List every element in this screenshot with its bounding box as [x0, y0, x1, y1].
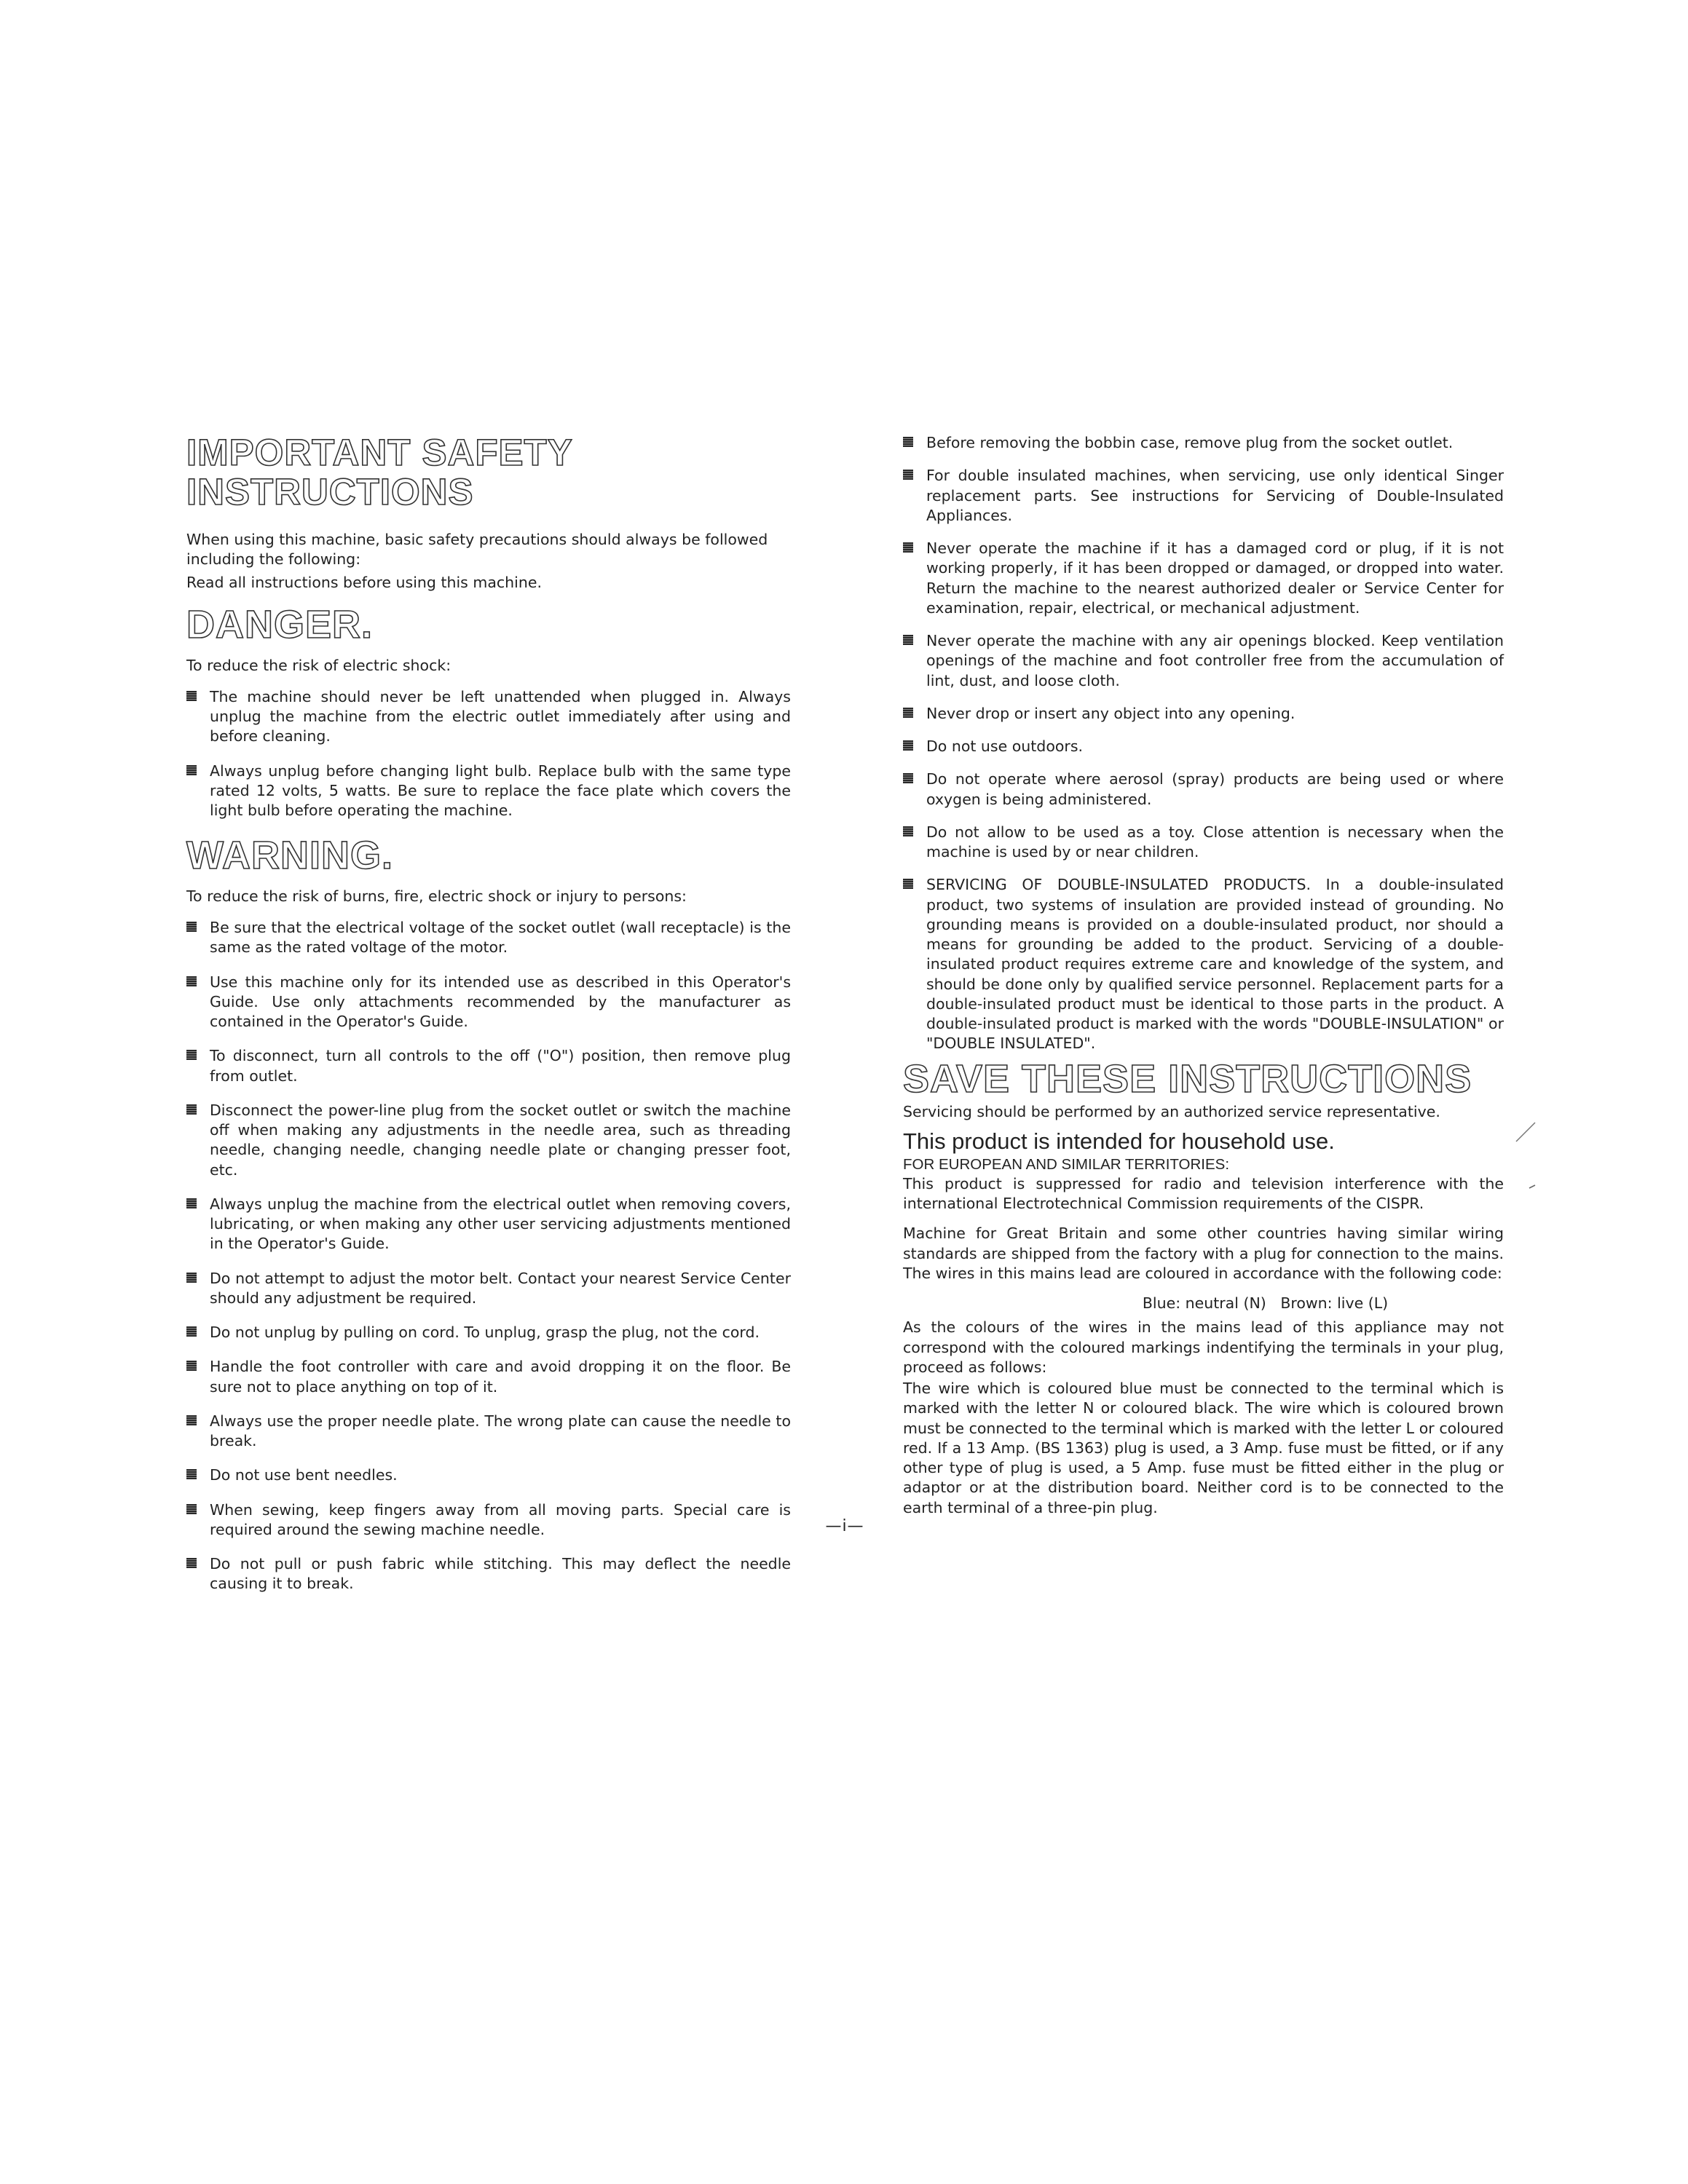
square-bullet-icon: [903, 740, 913, 751]
list-item: SERVICING OF DOUBLE-INSULATED PRODUCTS. In a double-insulated product, two systems of insulation are provided instead of grounding. No grounding means is provided on a double-insulated product, nor should a means for grounding be added to the product. Servicing of a double-insulated product requires extreme care and knowledge of the system, and should be done only by qualified service personnel. Replacement parts for a double-insulated product must be identical to those parts in the product. A double-insulated product is marked with the words "DOUBLE-INSULATION" or "DOUBLE INSULATED".: [903, 875, 1504, 1053]
warning-lead: To reduce the risk of burns, fire, electric shock or injury to persons:: [186, 887, 687, 905]
intro-text: When using this machine, basic safety precautions should always be followed including the following:: [186, 531, 768, 569]
list-item: Before removing the bobbin case, remove plug from the socket outlet.: [903, 433, 1504, 453]
square-bullet-icon: [903, 708, 913, 718]
list-item: Always unplug before changing light bulb. Replace bulb with the same type rated 12 volts, 5 watts. Be sure to replace the face plate which covers the light bulb before operating the machine.: [186, 761, 791, 821]
page-number: —i—: [825, 1517, 864, 1535]
square-bullet-icon: [186, 1198, 197, 1208]
square-bullet-icon: [186, 691, 197, 701]
list-item: Do not allow to be used as a toy. Close attention is necessary when the machine is used by or near children.: [903, 823, 1504, 863]
square-bullet-icon: [903, 542, 913, 553]
list-item: Never operate the machine if it has a damaged cord or plug, if it is not working properly, if it has been dropped or damaged, or dropped into water. Return the machine to the nearest authorized dealer or Service Center for examination, repair, electrical, or mechanical adjustment.: [903, 539, 1504, 618]
list-item: The machine should never be left unattended when plugged in. Always unplug the machine from the electric outlet immediately after using and before cleaning.: [186, 687, 791, 747]
square-bullet-icon: [186, 1469, 197, 1479]
list-item: Do not unplug by pulling on cord. To unplug, grasp the plug, not the cord.: [186, 1323, 791, 1342]
square-bullet-icon: [186, 1273, 197, 1283]
warning-list: [186, 918, 791, 1594]
household-use-text: This product is intended for household use.: [903, 1128, 1335, 1155]
servicing-text: Servicing should be performed by an authorized service representative.: [903, 1103, 1440, 1121]
list-item: Handle the foot controller with care and avoid dropping it on the floor. Be sure not to place anything on top of it.: [186, 1357, 791, 1397]
square-bullet-icon: [186, 922, 197, 932]
colour-code-text: Blue: neutral (N) Brown: live (L): [1142, 1294, 1389, 1313]
square-bullet-icon: [903, 437, 913, 447]
square-bullet-icon: [903, 470, 913, 480]
square-bullet-icon: [186, 765, 197, 775]
square-bullet-icon: [186, 1050, 197, 1060]
square-bullet-icon: [186, 1415, 197, 1425]
danger-heading: DANGER.: [186, 602, 374, 646]
list-item: To disconnect, turn all controls to the off ("O") position, then remove plug from outlet.: [186, 1046, 791, 1086]
list-item: For double insulated machines, when servicing, use only identical Singer replacement parts. See instructions for Servicing of Double-Insulated Appliances.: [903, 466, 1504, 526]
list-item: Do not use outdoors.: [903, 737, 1504, 756]
list-item: Use this machine only for its intended use as described in this Operator's Guide. Use only attachments recommended by the manufacturer as contained in the Operator's Guide.: [186, 973, 791, 1032]
square-bullet-icon: [186, 1504, 197, 1514]
list-item: Do not use bent needles.: [186, 1465, 791, 1485]
square-bullet-icon: [186, 1558, 197, 1568]
list-item: Do not attempt to adjust the motor belt. Contact your nearest Service Center should any adjustment be required.: [186, 1269, 791, 1309]
save-instructions-heading: SAVE THESE INSTRUCTIONS: [903, 1056, 1472, 1101]
suppression-text: This product is suppressed for radio and television interference with the international Electrotechnical Commission requirements of the CISPR.: [903, 1174, 1504, 1213]
page-title: IMPORTANT SAFETY INSTRUCTIONS: [186, 432, 572, 513]
territories-heading: FOR EUROPEAN AND SIMILAR TERRITORIES:: [903, 1155, 1230, 1173]
list-item: When sewing, keep fingers away from all moving parts. Special care is required around the sewing machine needle.: [186, 1500, 791, 1540]
list-item: Disconnect the power-line plug from the socket outlet or switch the machine off when making any adjustments in the needle area, such as threading needle, changing needle, changing needle plate or changing presser foot, etc.: [186, 1101, 791, 1180]
square-bullet-icon: [903, 879, 913, 889]
colours-note-text: As the colours of the wires in the mains lead of this appliance may not correspond with the coloured markings indentifying the terminals in your plug, proceed as follows:: [903, 1318, 1504, 1376]
square-bullet-icon: [186, 1361, 197, 1371]
pen-mark-icon: [1513, 1120, 1538, 1144]
list-item: Be sure that the electrical voltage of the socket outlet (wall receptacle) is the same as the rated voltage of the motor.: [186, 918, 791, 958]
list-item: Do not operate where aerosol (spray) products are being used or where oxygen is being administered.: [903, 769, 1504, 810]
precautions-list: [903, 433, 1504, 1054]
square-bullet-icon: [186, 1326, 197, 1337]
list-item: Always use the proper needle plate. The wrong plate can cause the needle to break.: [186, 1412, 791, 1452]
square-bullet-icon: [903, 773, 913, 783]
square-bullet-icon: [186, 1104, 197, 1115]
square-bullet-icon: [186, 976, 197, 986]
read-all-text: Read all instructions before using this machine.: [186, 573, 542, 591]
list-item: Never operate the machine with any air openings blocked. Keep ventilation openings of the machine and foot controller free from the accumulation of lint, dust, and loose cloth.: [903, 631, 1504, 691]
list-item: Always unplug the machine from the electrical outlet when removing covers, lubricating, or when making any other user servicing adjustments mentioned in the Operator's Guide.: [186, 1195, 791, 1254]
square-bullet-icon: [903, 635, 913, 645]
list-item: Never drop or insert any object into any opening.: [903, 704, 1504, 724]
square-bullet-icon: [903, 826, 913, 836]
right-column: [903, 433, 1504, 1528]
wiring-text: The wire which is coloured blue must be connected to the terminal which is marked with the letter N or coloured black. The wire which is coloured brown must be connected to the terminal which is marked with the letter L or coloured red. If a 13 Amp. (BS 1363) plug is used, a 3 Amp. fuse must be fitted, or if any other type of plug is used, a 5 Amp. fuse must be fitted either in the plug or adaptor or at the distribution board. Neither cord is to be connected to the earth terminal of a three-pin plug.: [903, 1380, 1504, 1516]
danger-list: [186, 687, 791, 821]
left-column: [186, 433, 791, 1609]
danger-lead: To reduce the risk of electric shock:: [186, 656, 451, 674]
warning-heading: WARNING.: [186, 834, 393, 878]
great-britain-text: Machine for Great Britain and some other countries having similar wiring standards are shipped from the factory with a plug for connection to the mains. The wires in this mains lead are coloured in accordance with the following code:: [903, 1224, 1504, 1282]
list-item: Do not pull or push fabric while stitching. This may deflect the needle causing it to break.: [186, 1554, 791, 1594]
speck-mark-icon: [1528, 1181, 1538, 1191]
